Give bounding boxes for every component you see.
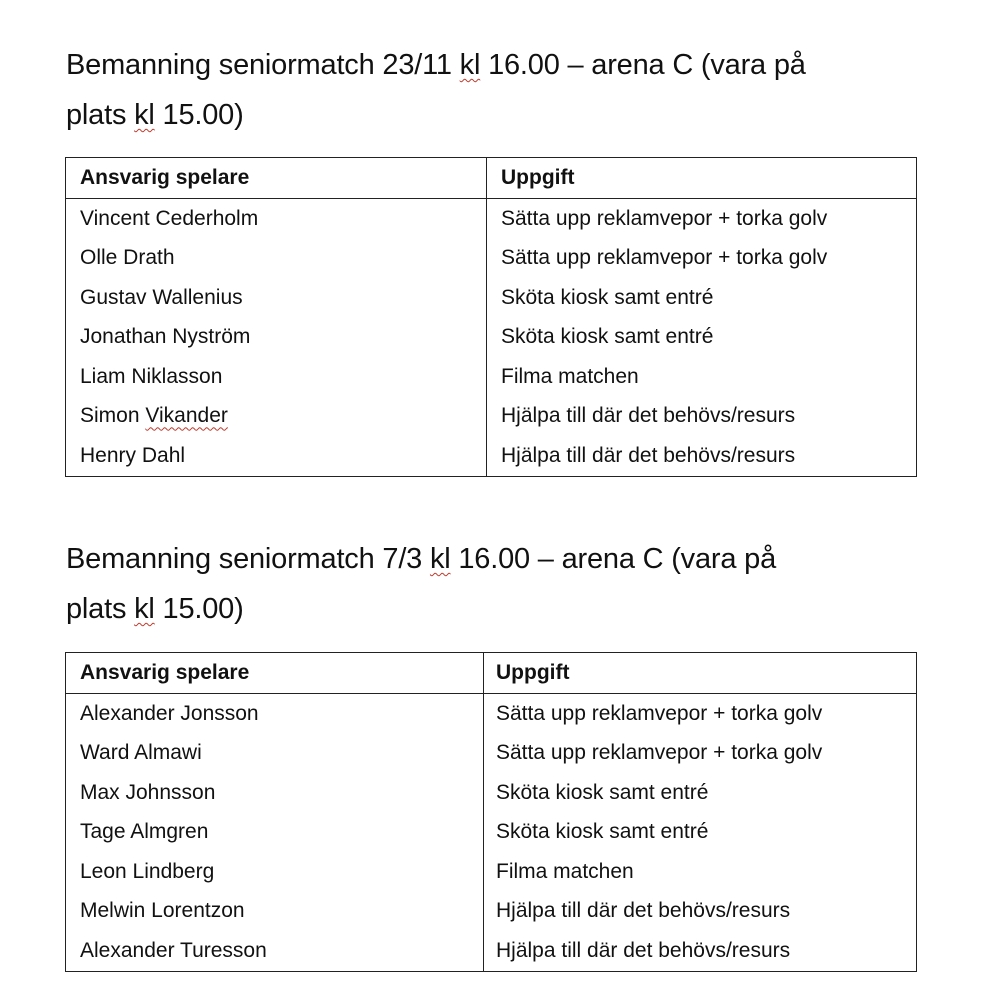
table-row — [66, 278, 917, 318]
player-cell: Alexander Jonsson — [66, 694, 484, 734]
heading-text: Bemanning seniormatch 23/11 — [66, 49, 460, 81]
table-row — [66, 199, 917, 239]
heading-text: plats — [66, 99, 135, 131]
table-row — [66, 436, 917, 476]
player-cell: Ward Almawi — [66, 734, 484, 774]
task-cell: Sköta kiosk samt entré — [501, 285, 714, 309]
heading-text: 16.00 – arena C (vara på — [450, 543, 776, 575]
table-header-row — [66, 158, 917, 199]
player-cell — [66, 397, 487, 437]
task-cell: Hjälpa till där det behövs/resurs — [501, 443, 796, 467]
player-cell: Olle Drath — [66, 239, 487, 279]
column-header-player: Ansvarig spelare — [66, 158, 487, 199]
section-2-heading — [66, 534, 946, 634]
player-name: Simon Vikander — [80, 404, 228, 428]
table-row — [66, 694, 917, 734]
player-cell: Liam Niklasson — [66, 357, 487, 397]
task-cell: Filma matchen — [501, 364, 639, 388]
player-cell: Max Johnsson — [66, 773, 484, 813]
task-cell: Filma matchen — [496, 859, 634, 883]
player-cell: Melwin Lorentzon — [66, 892, 484, 932]
heading-text: 16.00 – arena C (vara på — [480, 49, 806, 81]
task-cell: Hjälpa till där det behövs/resurs — [496, 899, 791, 923]
player-cell: Tage Almgren — [66, 813, 484, 853]
task-cell: Sätta upp reklamvepor + torka golv — [496, 741, 823, 765]
section-1-heading — [66, 40, 946, 140]
player-cell: Jonathan Nyström — [66, 318, 487, 358]
player-cell: Vincent Cederholm — [66, 199, 487, 239]
heading-text: 15.00) — [154, 593, 244, 625]
table-row — [66, 397, 917, 437]
column-header-task: Uppgift — [487, 158, 917, 199]
spellcheck-word: kl — [134, 593, 155, 625]
task-cell: Hjälpa till där det behövs/resurs — [496, 938, 791, 962]
table-row — [66, 892, 917, 932]
heading-text: Bemanning seniormatch 7/3 — [66, 543, 430, 575]
task-cell: Hjälpa till där det behövs/resurs — [501, 404, 796, 428]
table-row — [66, 931, 917, 971]
table-row — [66, 239, 917, 279]
player-cell: Alexander Turesson — [66, 931, 484, 971]
task-cell: Sätta upp reklamvepor + torka golv — [496, 701, 823, 725]
spellcheck-word: kl — [429, 543, 451, 575]
table-row — [66, 852, 917, 892]
task-cell: Sätta upp reklamvepor + torka golv — [501, 206, 828, 230]
task-cell: Sköta kiosk samt entré — [496, 780, 709, 804]
spellcheck-word: kl — [134, 99, 155, 131]
player-cell: Henry Dahl — [66, 436, 487, 476]
table-row — [66, 734, 917, 774]
table-row — [66, 357, 917, 397]
table-row — [66, 318, 917, 358]
heading-text: 15.00) — [154, 99, 244, 131]
heading-text: plats — [66, 593, 135, 625]
column-header-task: Uppgift — [484, 653, 917, 694]
spellcheck-word: Vikander — [145, 404, 228, 428]
column-header-player: Ansvarig spelare — [66, 653, 484, 694]
table-header-row — [66, 653, 917, 694]
player-cell: Gustav Wallenius — [66, 278, 487, 318]
spellcheck-word: kl — [459, 49, 481, 81]
task-cell: Sköta kiosk samt entré — [501, 325, 714, 349]
task-cell: Sätta upp reklamvepor + torka golv — [501, 246, 828, 270]
staffing-table-2 — [65, 652, 917, 972]
task-cell: Sköta kiosk samt entré — [496, 820, 709, 844]
player-cell: Leon Lindberg — [66, 852, 484, 892]
table-row — [66, 773, 917, 813]
table-row — [66, 813, 917, 853]
staffing-table-1 — [65, 157, 917, 477]
